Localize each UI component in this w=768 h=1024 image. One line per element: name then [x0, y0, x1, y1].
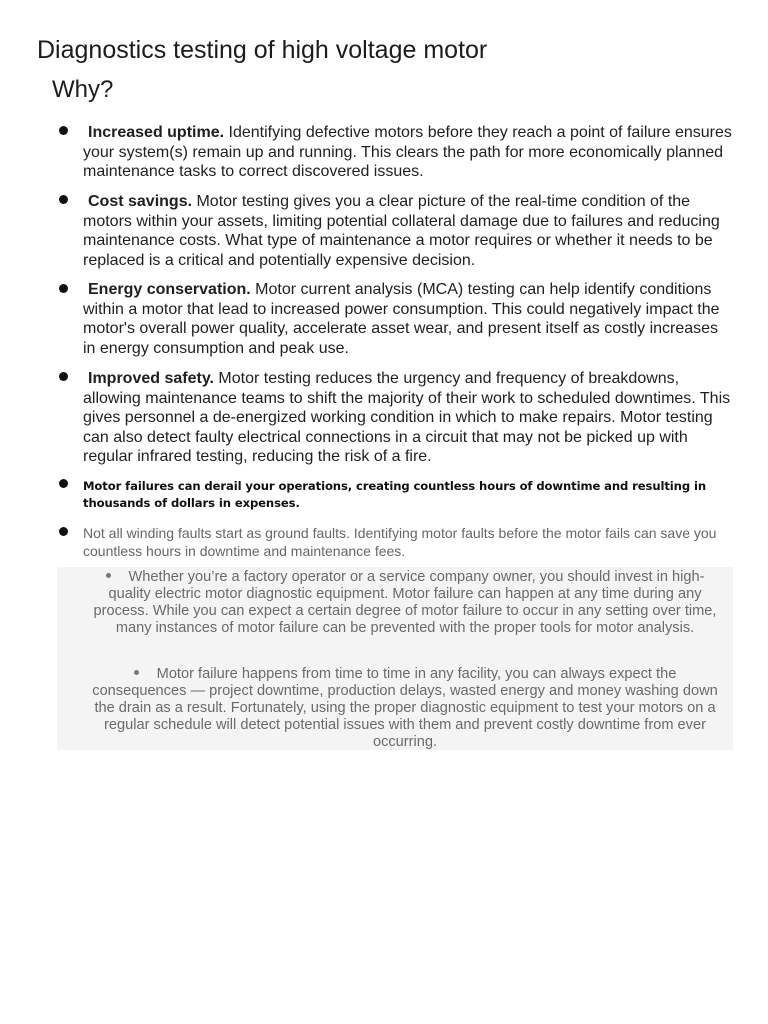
- callout-text: Motor failure happens from time to time in any facility, you can always expect the consequences — project downtime, production delays, wasted energy and money washing down the drain as a result. Fortunately, using the proper diagnostic equipment to test your motors on a regular schedule will detect potential issues with them and prevent costly downtime from ever occurring.: [92, 666, 718, 750]
- list-item-text: [83, 369, 733, 467]
- list-item-body: Identifying defective motors before they reach a point of failure ensures your system(s) remain up and running. This clears the path for more economically planned maintenance tasks to correct discovered issues.: [83, 124, 732, 181]
- callout-box: [57, 567, 733, 750]
- list-item-lead: Improved safety.: [88, 370, 214, 387]
- list-item-lead: Cost savings.: [88, 193, 193, 210]
- list-item-lead: Increased uptime.: [88, 124, 225, 141]
- list-item-text: [83, 280, 733, 358]
- list-item-text: Not all winding faults start as ground faults. Identifying motor faults before the motor fails can save you countless hours in downtime and maintenance fees.: [83, 525, 717, 559]
- callout-item: [87, 569, 723, 637]
- callout-text: Whether you’re a factory operator or a service company owner, you should invest in high-quality electric motor diagnostic equipment. Motor failure can happen at any time during any process. While you can expect a certain degree of motor failure to occur in any setting over time, many instances of motor failure can be prevented with the proper tools for motor analysis.: [93, 569, 717, 636]
- bullet-icon: [59, 372, 68, 381]
- section-heading: Why?: [52, 76, 114, 103]
- bullet-icon: [59, 527, 68, 536]
- list-item-text: Motor failures can derail your operations, creating countless hours of downtime and resulting in thousands of dollars in expenses.: [83, 479, 706, 510]
- list-item-body: Motor testing reduces the urgency and frequency of breakdowns, allowing maintenance teams to shift the majority of their work to scheduled downtimes. This gives personnel a de-energized working condition in which to make repairs. Motor testing can also detect faulty electrical connections in a circuit that may not be picked up with regular infrared testing, reducing the risk of a fire.: [83, 370, 731, 466]
- bullet-icon: [59, 479, 68, 488]
- bullet-icon: [106, 573, 111, 578]
- list-item-text: [83, 123, 733, 182]
- callout-item: [87, 666, 723, 751]
- page-title: Diagnostics testing of high voltage motor: [37, 36, 488, 64]
- bullet-icon: [59, 126, 68, 135]
- list-item-text: [83, 192, 733, 270]
- list-item-body: Motor current analysis (MCA) testing can help identify conditions within a motor that lead to increased power consumption. This could negatively impact the motor's overall power quality, accelerate asset wear, and present itself as costly increases in energy consumption and peak use.: [83, 281, 720, 357]
- bullet-icon: [59, 195, 68, 204]
- list-item-body: Motor testing gives you a clear picture of the real-time condition of the motors within your assets, limiting potential collateral damage due to failures and reducing maintenance costs. What type of maintenance a motor requires or whether it needs to be replaced is a critical and potentially expensive decision.: [83, 193, 720, 269]
- bullet-icon: [134, 670, 139, 675]
- bullet-icon: [59, 284, 68, 293]
- list-item-lead: Energy conservation.: [88, 281, 251, 298]
